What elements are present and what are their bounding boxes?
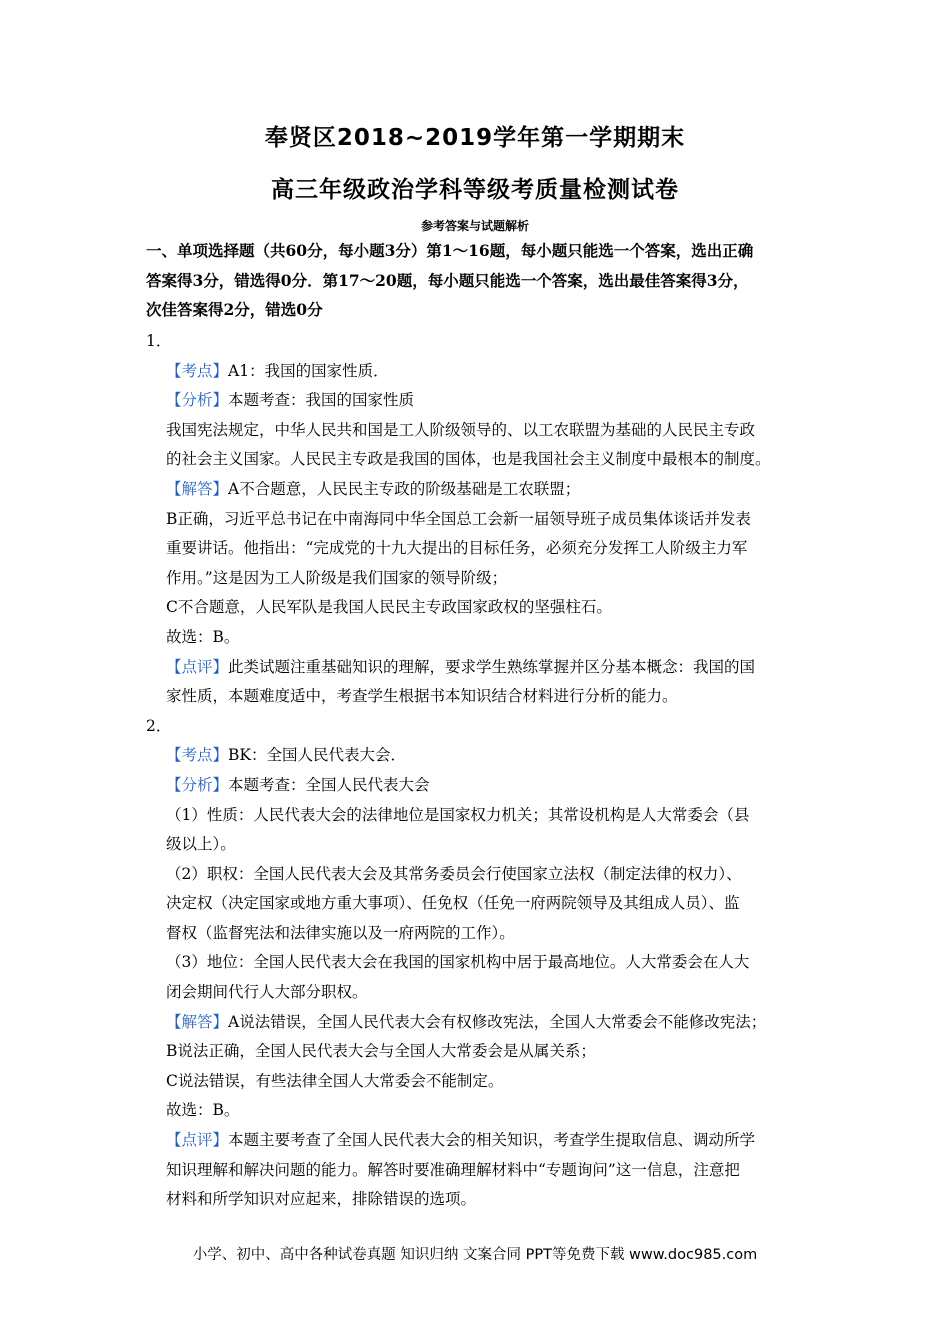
answer-line xyxy=(146,416,816,446)
answer-line xyxy=(146,682,816,712)
answer-text: 故选：B。 xyxy=(166,627,240,646)
section-heading-line: 一、单项选择题（共60分，每小题3分）第1～16题，每小题只能选一个答案，选出正确 xyxy=(146,241,754,260)
page-footer: 小学、初中、高中各种试卷真题 知识归纳 文案合同 PPT等免费下载 www.doc985.com xyxy=(192,1247,758,1263)
answer-text: 本题考查：全国人民代表大会 xyxy=(228,775,430,794)
section-tag: 【分析】 xyxy=(166,775,229,794)
answer-text: 决定权（决定国家或地方重大事项）、任免权（任免一府两院领导及其组成人员）、监 xyxy=(166,894,740,913)
answer-line xyxy=(146,445,816,475)
answer-line xyxy=(146,1067,816,1097)
questions-body xyxy=(146,327,816,1215)
answer-line xyxy=(146,1185,816,1215)
answer-line xyxy=(146,534,816,564)
answer-text: C不合题意，人民军队是我国人民民主专政国家政权的坚强柱石。 xyxy=(166,598,612,617)
answer-line xyxy=(146,801,816,831)
answer-line xyxy=(146,1008,816,1038)
answer-text: （3）地位：全国人民代表大会在我国的国家机构中居于最高地位。人大常委会在人大 xyxy=(166,953,750,972)
answer-text: BK：全国人民代表大会． xyxy=(228,746,406,765)
answer-line xyxy=(146,1126,816,1156)
section-tag: 【考点】 xyxy=(166,746,229,765)
section-tag: 【解答】 xyxy=(166,1012,229,1031)
answer-line xyxy=(146,593,816,623)
answer-text: 知识理解和解决问题的能力。解答时要准确理解材料中“专题询问”这一信息，注意把 xyxy=(166,1160,740,1179)
answer-text: A1：我国的国家性质． xyxy=(228,361,389,380)
answer-line xyxy=(146,919,816,949)
answer-line xyxy=(146,889,816,919)
answer-line xyxy=(146,741,816,771)
answer-line xyxy=(146,1096,816,1126)
answer-line xyxy=(146,771,816,801)
answer-line xyxy=(146,830,816,860)
section-tag: 【解答】 xyxy=(166,479,229,498)
answer-line xyxy=(146,357,816,387)
answer-line xyxy=(146,653,816,683)
answer-text: 家性质，本题难度适中，考查学生根据书本知识结合材料进行分析的能力。 xyxy=(166,687,678,706)
answer-text: 闭会期间代行人大部分职权。 xyxy=(166,983,368,1002)
answer-line xyxy=(146,386,816,416)
answer-text: 本题考查：我国的国家性质 xyxy=(228,391,415,410)
answer-line xyxy=(146,860,816,890)
section-tag: 【考点】 xyxy=(166,361,229,380)
section-tag: 【点评】 xyxy=(166,1131,229,1150)
answer-text: 作用。”这是因为工人阶级是我们国家的领导阶级； xyxy=(166,568,508,587)
answer-text: A不合题意，人民民主专政的阶级基础是工农联盟； xyxy=(228,479,581,498)
question-number: 2． xyxy=(146,716,172,735)
answer-text: （1）性质：人民代表大会的法律地位是国家权力机关；其常设机构是人大常委会（县 xyxy=(166,805,750,824)
answer-text: C说法错误，有些法律全国人大常委会不能制定。 xyxy=(166,1071,504,1090)
answer-text: 本题主要考查了全国人民代表大会的相关知识，考查学生提取信息、调动所学 xyxy=(228,1131,756,1150)
answer-line xyxy=(146,623,816,653)
answer-line xyxy=(146,564,816,594)
document-title-line-1: 奉贤区2018~2019学年第一学期期末 xyxy=(264,125,686,151)
section-tag: 【分析】 xyxy=(166,391,229,410)
answer-text: 我国宪法规定，中华人民共和国是工人阶级领导的、以工农联盟为基础的人民民主专政 xyxy=(166,420,756,439)
document-title-line-2: 高三年级政治学科等级考质量检测试卷 xyxy=(271,177,679,203)
answer-text: 督权（监督宪法和法律实施以及一府两院的工作）。 xyxy=(166,923,515,942)
answer-line xyxy=(146,948,816,978)
answer-text: B正确，习近平总书记在中南海同中华全国总工会新一届领导班子成员集体谈话并发表 xyxy=(166,509,751,528)
section-heading-line: 次佳答案得2分，错选0分 xyxy=(146,300,323,319)
section-heading-line: 答案得3分，错选得0分．第17～20题，每小题只能选一个答案，选出最佳答案得3分， xyxy=(146,270,749,290)
answer-line xyxy=(146,475,816,505)
answer-line xyxy=(146,505,816,535)
answer-text: 重要讲话。他指出：“完成党的十九大提出的目标任务，必须充分发挥工人阶级主力军 xyxy=(166,539,748,558)
answer-text: 故选：B。 xyxy=(166,1101,240,1120)
answer-text: 材料和所学知识对应起来，排除错误的选项。 xyxy=(166,1190,477,1209)
section-heading xyxy=(146,236,816,325)
question-number: 1． xyxy=(146,332,172,350)
answer-text: 的社会主义国家。人民民主专政是我国的国体，也是我国社会主义制度中最根本的制度。 xyxy=(166,450,771,469)
answer-text: A说法错误，全国人民代表大会有权修改宪法，全国人大常委会不能修改宪法； xyxy=(228,1012,767,1031)
answer-line xyxy=(146,1037,816,1067)
section-tag: 【点评】 xyxy=(166,657,229,676)
answer-line xyxy=(146,978,816,1008)
answer-text: 级以上）。 xyxy=(166,835,236,854)
answer-text: 此类试题注重基础知识的理解，要求学生熟练掌握并区分基本概念：我国的国 xyxy=(228,657,756,676)
document-subtitle: 参考答案与试题解析 xyxy=(420,219,529,233)
answer-text: （2）职权：全国人民代表大会及其常务委员会行使国家立法权（制定法律的权力）、 xyxy=(166,864,742,883)
answer-line xyxy=(146,1156,816,1186)
answer-text: B说法正确，全国人民代表大会与全国人大常委会是从属关系； xyxy=(166,1042,596,1061)
